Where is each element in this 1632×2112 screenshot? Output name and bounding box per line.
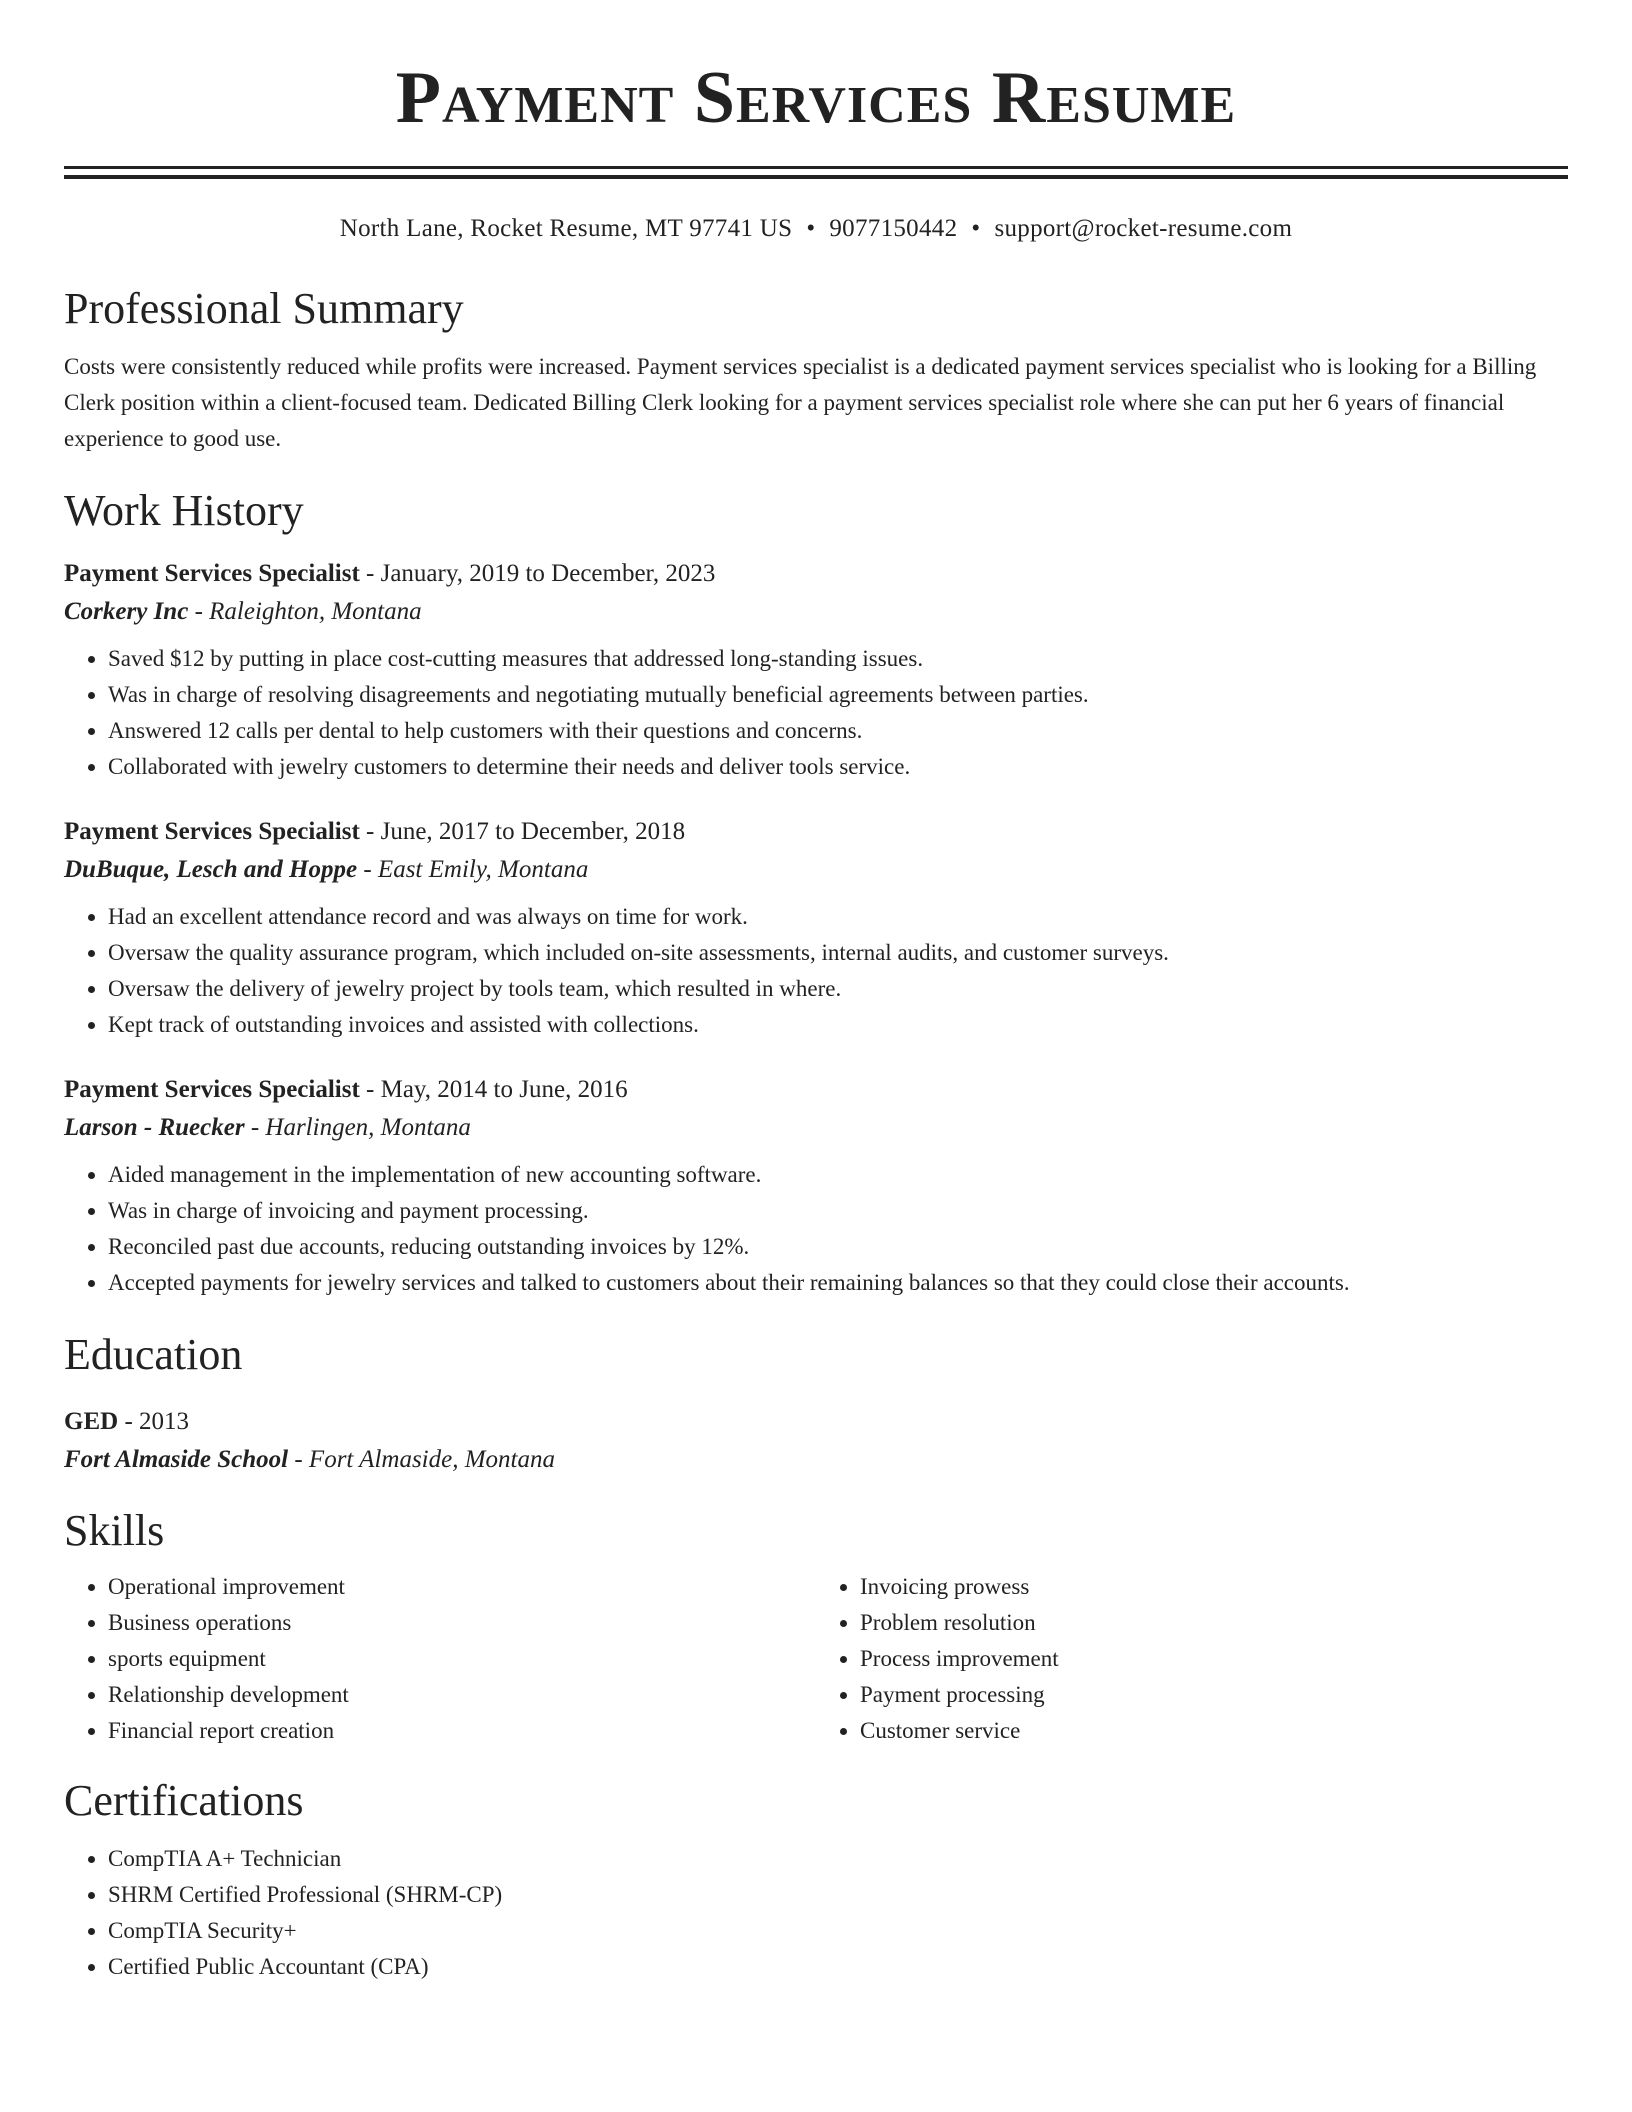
contact-phone: 9077150442: [829, 215, 958, 242]
job-title: Payment Services Specialist: [64, 1076, 360, 1103]
job-bullet: • Oversaw the quality assurance program, which included on-site assessments, internal audits, and customer surveys.: [108, 935, 1568, 971]
summary-heading: Professional Summary: [64, 284, 464, 333]
skill-item: • Process improvement: [860, 1641, 1568, 1677]
job-dates: - May, 2014 to June, 2016: [359, 1076, 628, 1103]
education-degree-line: [64, 1403, 1568, 1441]
job-title: Payment Services Specialist: [64, 818, 360, 845]
education-year: - 2013: [118, 1408, 190, 1435]
skills-list-left: [64, 1569, 816, 1749]
skills-list-right: [816, 1569, 1568, 1749]
skill-item: • Business operations: [108, 1605, 816, 1641]
job-company: Larson - Ruecker: [64, 1114, 245, 1141]
job-location: - Harlingen, Montana: [244, 1114, 471, 1141]
resume-title: Payment Services Resume: [395, 57, 1237, 139]
certification-item: • Certified Public Accountant (CPA): [108, 1949, 1568, 1985]
job-bullet: • Was in charge of resolving disagreements and negotiating mutually beneficial agreements between parties.: [108, 677, 1568, 713]
skill-item: • Invoicing prowess: [860, 1569, 1568, 1605]
job-bullet: • Oversaw the delivery of jewelry project by tools team, which resulted in where.: [108, 971, 1568, 1007]
job-dates: - June, 2017 to December, 2018: [359, 818, 686, 845]
job-bullets: [64, 1157, 1568, 1301]
certification-item: • CompTIA A+ Technician: [108, 1841, 1568, 1877]
work-history-heading: Work History: [64, 486, 304, 535]
job-bullets: [64, 641, 1568, 785]
education-location: - Fort Almaside, Montana: [288, 1446, 555, 1473]
job-title: Payment Services Specialist: [64, 560, 360, 587]
certifications-list: [64, 1841, 1568, 1985]
contact-separator: •: [971, 215, 981, 242]
skill-item: • Customer service: [860, 1713, 1568, 1749]
contact-separator: •: [806, 215, 816, 242]
skills-heading: Skills: [64, 1506, 165, 1555]
job-title-line: [64, 1071, 1568, 1109]
job-bullet: • Answered 12 calls per dental to help customers with their questions and concerns.: [108, 713, 1568, 749]
job-company-line: [64, 1109, 1568, 1147]
education-school-line: [64, 1441, 1568, 1479]
skill-item: • Operational improvement: [108, 1569, 816, 1605]
job-dates: - January, 2019 to December, 2023: [359, 560, 716, 587]
job-location: - Raleighton, Montana: [188, 598, 422, 625]
contact-email: support@rocket-resume.com: [994, 215, 1293, 242]
certification-item: • CompTIA Security+: [108, 1913, 1568, 1949]
job-company-line: [64, 851, 1568, 889]
skill-item: • Payment processing: [860, 1677, 1568, 1713]
job-bullets: [64, 899, 1568, 1043]
skill-item: • Financial report creation: [108, 1713, 816, 1749]
job-bullet: • Saved $12 by putting in place cost-cutting measures that addressed long-standing issues.: [108, 641, 1568, 677]
job-bullet: • Kept track of outstanding invoices and assisted with collections.: [108, 1007, 1568, 1043]
job-bullet: • Reconciled past due accounts, reducing outstanding invoices by 12%.: [108, 1229, 1568, 1265]
contact-line: [64, 213, 1568, 245]
job-title-line: [64, 555, 1568, 593]
education-degree: GED: [64, 1408, 119, 1435]
title-divider-top: [64, 166, 1568, 169]
skills-columns: [64, 1569, 1568, 1749]
skill-item: • sports equipment: [108, 1641, 816, 1677]
resume-page: [64, 0, 1568, 1985]
education-heading: Education: [64, 1330, 243, 1379]
job-bullet: • Accepted payments for jewelry services and talked to customers about their remaining balances so that they could close their accounts.: [108, 1265, 1568, 1301]
job-bullet: • Was in charge of invoicing and payment processing.: [108, 1193, 1568, 1229]
job-entry: [64, 555, 1568, 785]
job-location: - East Emily, Montana: [357, 856, 589, 883]
skill-item: • Problem resolution: [860, 1605, 1568, 1641]
education-school: Fort Almaside School: [64, 1446, 289, 1473]
job-entry: [64, 813, 1568, 1043]
title-divider-bottom: [64, 175, 1568, 179]
job-title-line: [64, 813, 1568, 851]
job-entry: [64, 1071, 1568, 1301]
job-bullet: • Collaborated with jewelry customers to determine their needs and deliver tools service.: [108, 749, 1568, 785]
education-entry: [64, 1403, 1568, 1479]
skill-item: • Relationship development: [108, 1677, 816, 1713]
certification-item: • SHRM Certified Professional (SHRM-CP): [108, 1877, 1568, 1913]
job-company: Corkery Inc: [64, 598, 189, 625]
job-bullet: • Had an excellent attendance record and was always on time for work.: [108, 899, 1568, 935]
job-company: DuBuque, Lesch and Hoppe: [64, 856, 358, 883]
contact-address: North Lane, Rocket Resume, MT 97741 US: [339, 215, 793, 242]
job-bullet: • Aided management in the implementation of new accounting software.: [108, 1157, 1568, 1193]
job-company-line: [64, 593, 1568, 631]
certifications-heading: Certifications: [64, 1776, 304, 1825]
summary-text: Costs were consistently reduced while profits were increased. Payment services specialist is a dedicated payment services specialist who is looking for a Billing Clerk position within a client-focused team. Dedicated Billing Clerk looking for a payment services specialist role where she can put her 6 years of financial experience to good use.: [64, 354, 1537, 451]
